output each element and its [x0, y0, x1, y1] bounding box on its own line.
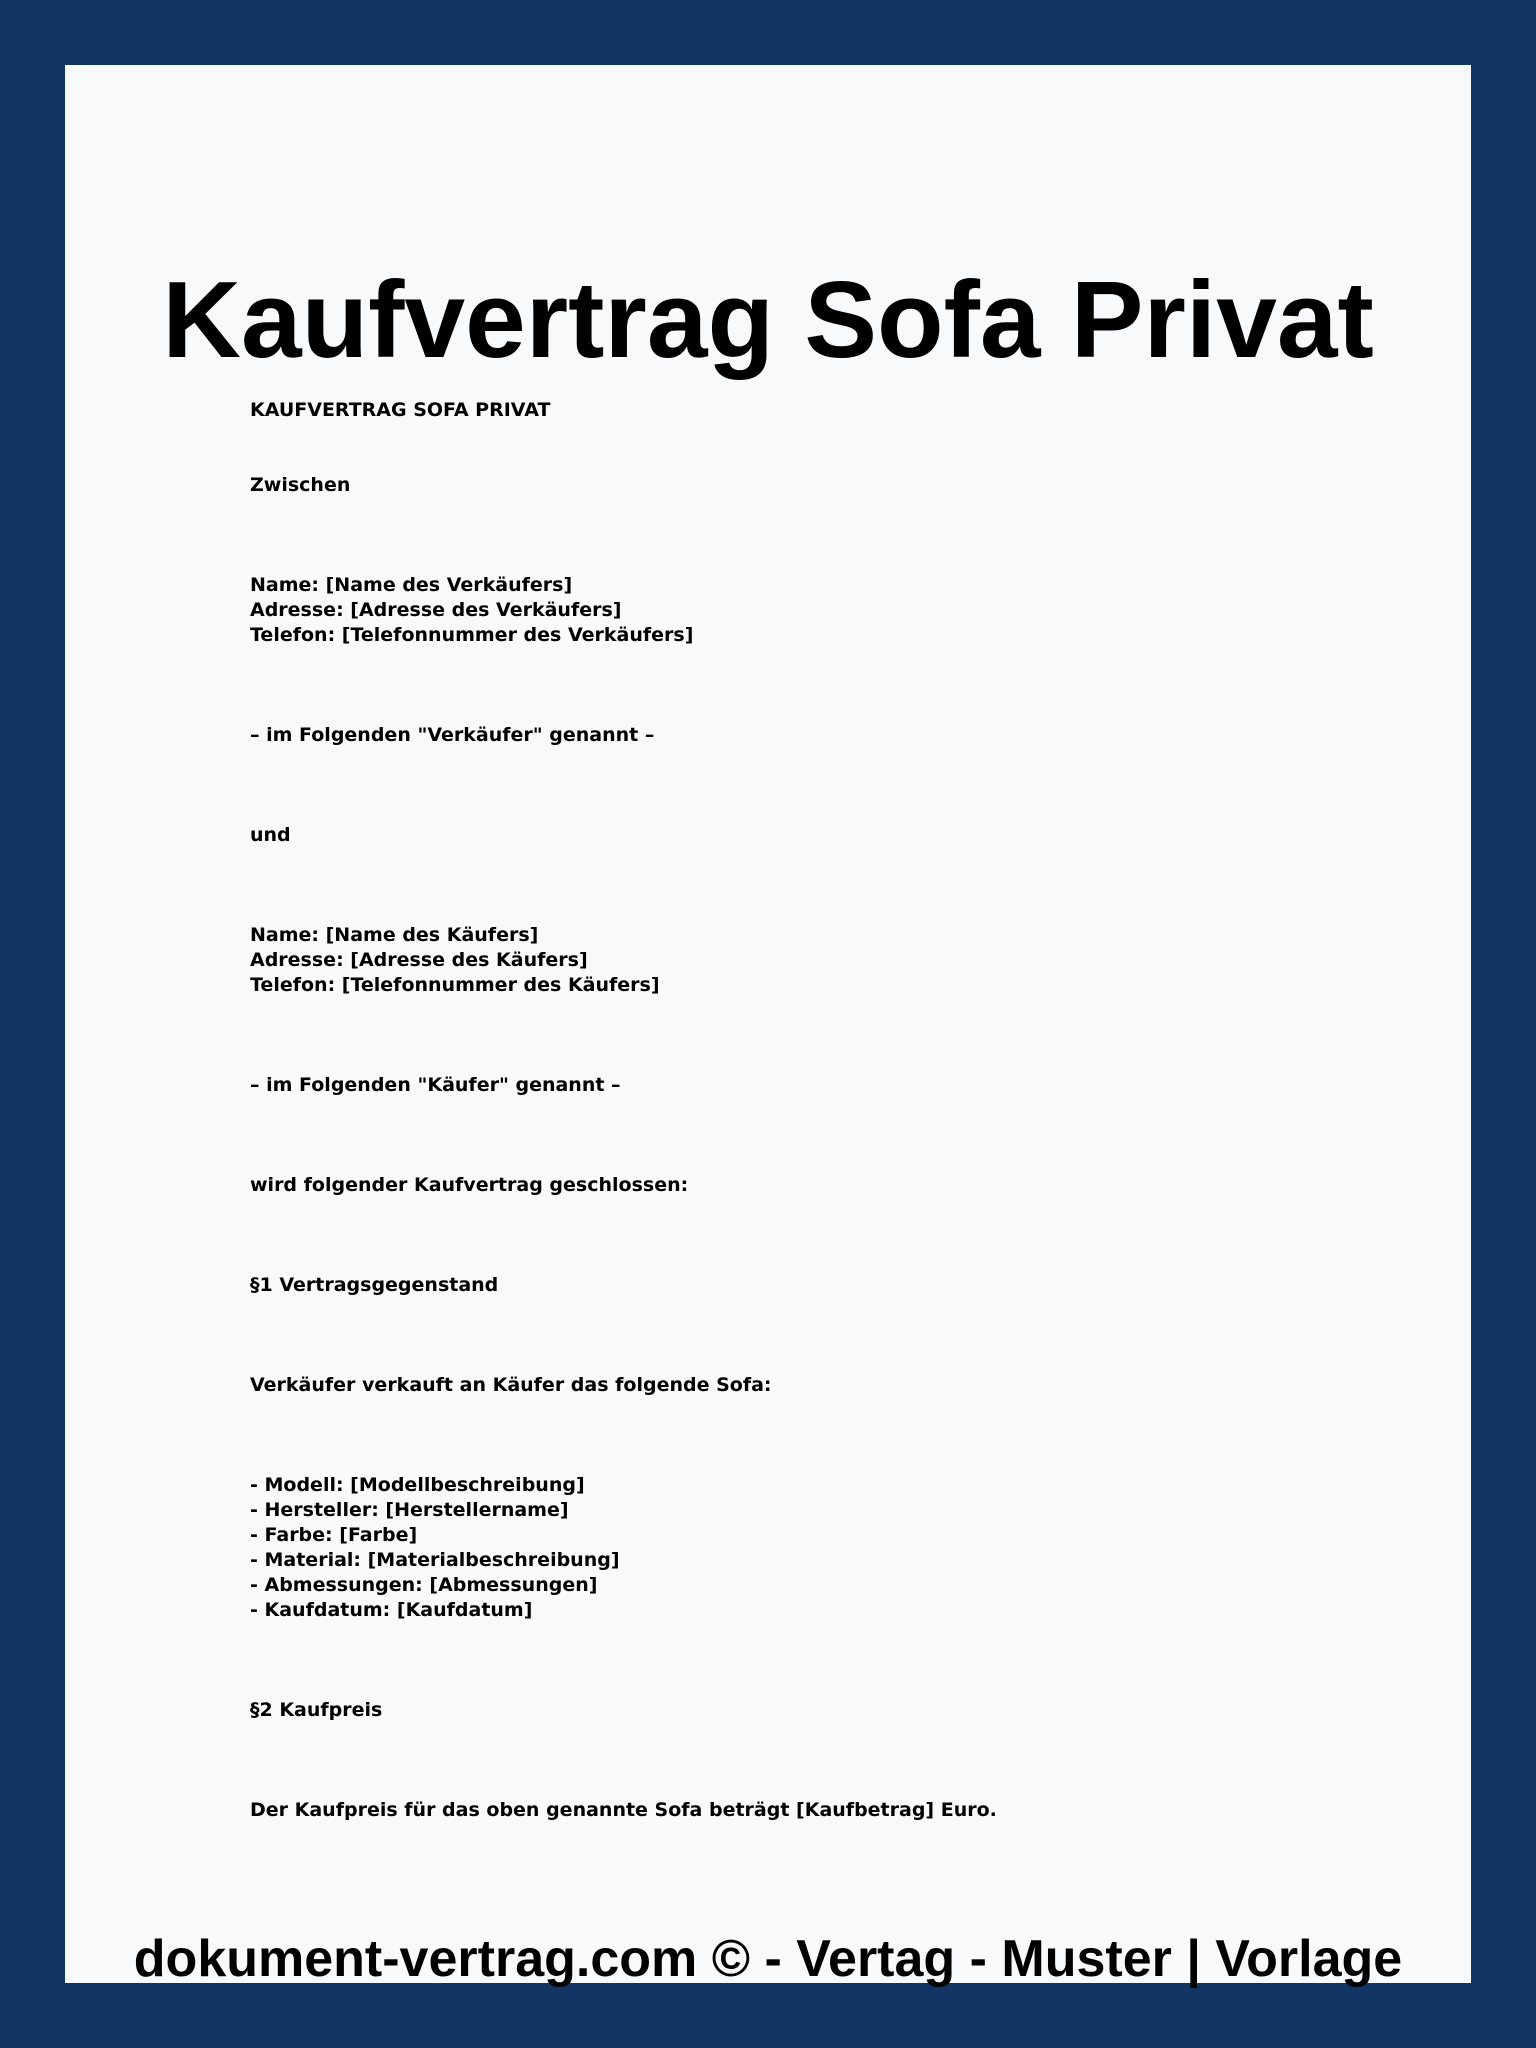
list-item: - Abmessungen: [Abmessungen]	[250, 1574, 598, 1596]
buyer-role: – im Folgenden "Käufer" genannt –	[250, 1074, 621, 1096]
document-page	[65, 65, 1471, 1988]
buyer-name: Name: [Name des Käufers]	[250, 924, 539, 946]
buyer-address: Adresse: [Adresse des Käufers]	[250, 949, 588, 971]
and-label: und	[250, 824, 291, 846]
list-item: - Material: [Materialbeschreibung]	[250, 1549, 620, 1571]
section-1-intro: Verkäufer verkauft an Käufer das folgende Sofa:	[250, 1374, 772, 1396]
seller-address: Adresse: [Adresse des Verkäufers]	[250, 599, 622, 621]
page-title: Kaufvertrag Sofa Privat	[162, 259, 1374, 381]
section-2-heading: §2 Kaufpreis	[250, 1699, 383, 1721]
list-item: - Modell: [Modellbeschreibung]	[250, 1474, 585, 1496]
list-item: - Farbe: [Farbe]	[250, 1524, 418, 1546]
list-item: - Kaufdatum: [Kaufdatum]	[250, 1599, 533, 1621]
section-1-heading: §1 Vertragsgegenstand	[250, 1274, 499, 1296]
seller-role: – im Folgenden "Verkäufer" genannt –	[250, 724, 655, 746]
footer-watermark: dokument-vertrag.com © - Vertag - Muster | Vorlage	[133, 1930, 1403, 1988]
closing-statement: wird folgender Kaufvertrag geschlossen:	[250, 1174, 689, 1196]
buyer-phone: Telefon: [Telefonnummer des Käufers]	[250, 974, 660, 996]
between-label: Zwischen	[250, 474, 351, 496]
contract-heading: KAUFVERTRAG SOFA PRIVAT	[250, 399, 551, 421]
seller-phone: Telefon: [Telefonnummer des Verkäufers]	[250, 624, 694, 646]
section-2-text: Der Kaufpreis für das oben genannte Sofa beträgt [Kaufbetrag] Euro.	[250, 1799, 997, 1821]
list-item: - Hersteller: [Herstellername]	[250, 1499, 569, 1521]
seller-name: Name: [Name des Verkäufers]	[250, 574, 573, 596]
